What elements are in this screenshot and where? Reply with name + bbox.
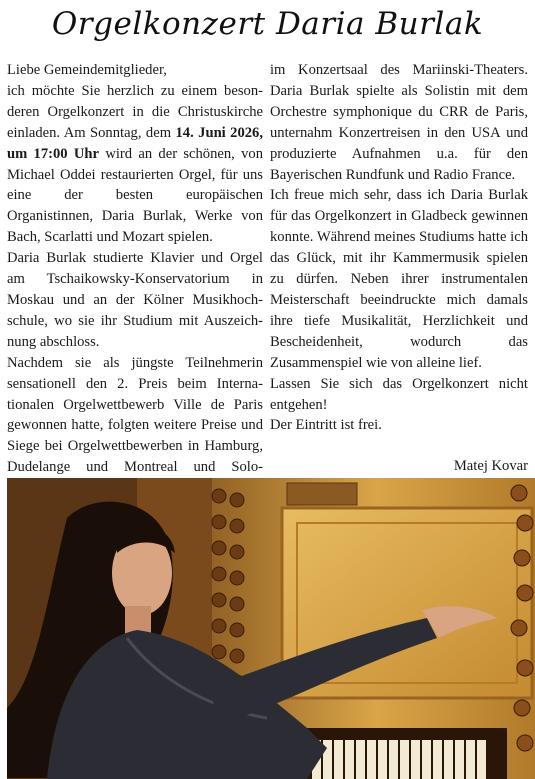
paragraph-invite-closing: Lassen Sie sich das Orgelkonzert nicht entgehen!	[270, 375, 528, 413]
organist-photo	[7, 478, 535, 779]
invitation-text-start: ich möchte Sie herzlich zu einem besonderen Orgelkonzert in die Christuskirche einladen. Am Sonntag, dem	[7, 82, 263, 141]
paragraph-studies: Daria Burlak studierte Klavier und Orgel am Tschaikowsky-Konservatorium in Moskau und an der Kölner Musikhochschule, wo sie ihr Studium mit Auszeichnung abschloss.	[7, 250, 263, 350]
signature-name: Matej Kovar	[453, 458, 528, 475]
article-column-right	[270, 60, 528, 498]
paragraph-career-continued: im Konzertsaal des Mariinski-Theaters. Daria Burlak spielte als Solistin mit dem Orchestre symphonique du CRR de Paris, unternahm Konzertreisen in den USA und produzierte Aufnahmen u.a. für den Bayerischen Rundfunk und Radio France.	[270, 62, 528, 183]
paragraph-admission: Der Eintritt ist frei.	[270, 417, 382, 434]
paragraph-career: Nachdem sie als jüngste Teilnehmerin sensationell den 2. Preis beim Internationalen Orgelwettbewerb Ville de Paris gewonnen hatte, folgten weitere Preise und Siege bei Orgelwettbewerben in Hamburg, Dudelange und Montreal und Solo-	[7, 354, 263, 476]
article-column-left	[7, 60, 263, 520]
concert-date-time: 14. Juni 2026, um 17:00 Uhr	[7, 124, 263, 162]
page-title: Orgelkonzert Daria Burlak	[51, 6, 484, 42]
greeting: Liebe Gemeindemitglieder,	[7, 62, 167, 78]
paragraph-invitation	[7, 81, 263, 248]
invitation-text-end: wird an der schönen, von Michael Oddei restaurierten Orgel, für uns eine der besten europäischen Organistinnen, Daria Burlak, Werke von Bach, Scarlatti und Mozart spielen.	[7, 145, 263, 246]
paragraph-personal: Ich freue mich sehr, dass ich Daria Burlak für das Orgelkonzert in Gladbeck gewinnen konnte. Während meines Studiums hatte ich das Glück, mit ihr Kammermusik spielen zu dürfen. Neben ihrer instrumentalen Meisterschaft beeindruckte mich damals ihre tiefe Musikalität, Herzlichkeit und Bescheidenheit, wodurch das Zusammenspiel wie von alleine lief.	[270, 187, 528, 371]
